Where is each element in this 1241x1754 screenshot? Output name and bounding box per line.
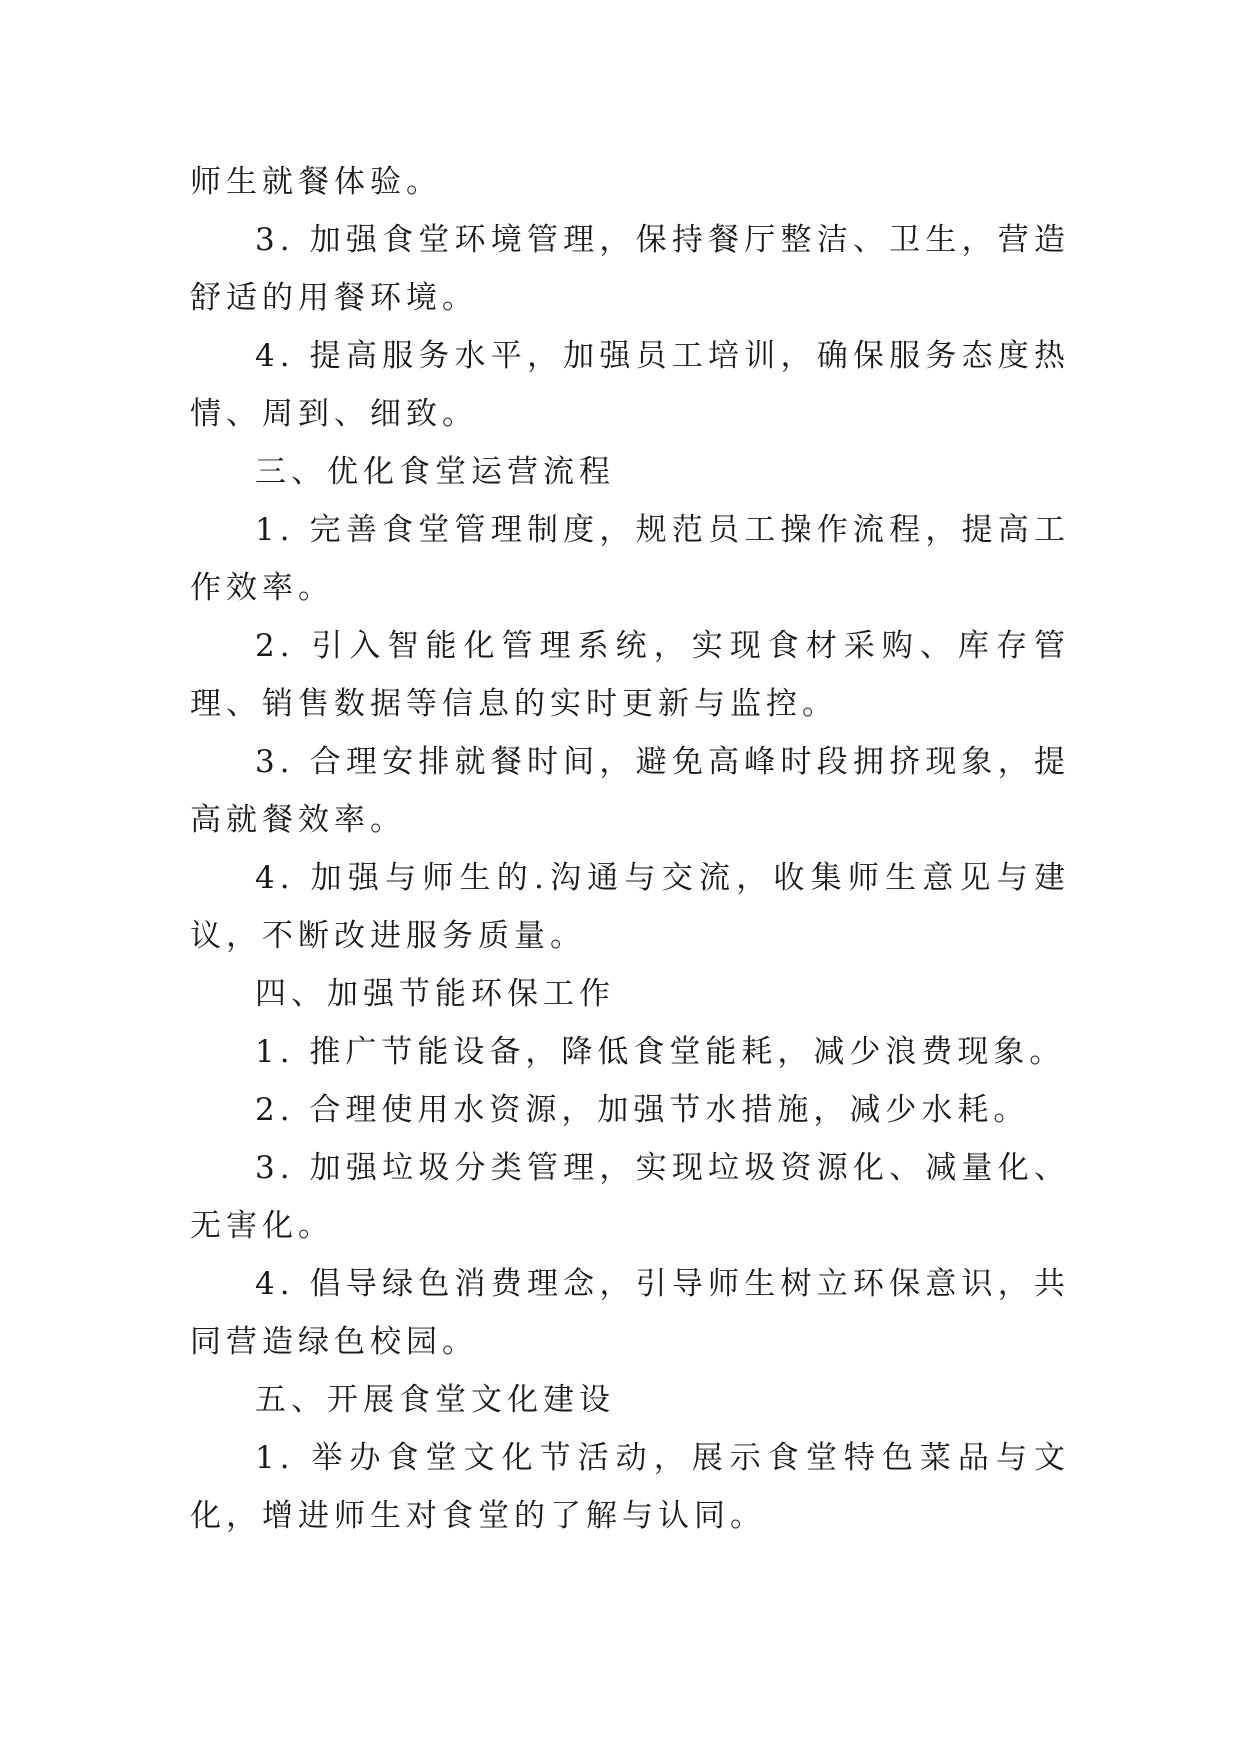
section-heading: 五、开展食堂文化建设 <box>255 1382 615 1418</box>
section-heading: 三、优化食堂运营流程 <box>255 454 615 490</box>
paragraph: 4. 提高服务水平，加强员工培训，确保服务态度热情、周到、细致。 <box>190 338 1070 432</box>
paragraph: 3. 加强垃圾分类管理，实现垃圾资源化、减量化、无害化。 <box>190 1150 1070 1244</box>
paragraph: 1. 举办食堂文化节活动，展示食堂特色菜品与文化，增进师生对食堂的了解与认同。 <box>190 1440 1070 1534</box>
document-page <box>190 153 1070 1545</box>
paragraph: 1. 推广节能设备，降低食堂能耗，减少浪费现象。 <box>255 1034 1066 1070</box>
paragraph: 3. 合理安排就餐时间，避免高峰时段拥挤现象，提高就餐效率。 <box>190 744 1070 838</box>
paragraph: 1. 完善食堂管理制度，规范员工操作流程，提高工作效率。 <box>190 512 1070 606</box>
paragraph: 师生就餐体验。 <box>190 164 442 200</box>
paragraph: 4. 加强与师生的.沟通与交流，收集师生意见与建议，不断改进服务质量。 <box>190 860 1070 954</box>
section-heading: 四、加强节能环保工作 <box>255 976 615 1012</box>
paragraph: 2. 引入智能化管理系统，实现食材采购、库存管理、销售数据等信息的实时更新与监控。 <box>190 628 1070 722</box>
paragraph: 2. 合理使用水资源，加强节水措施，减少水耗。 <box>255 1092 1030 1128</box>
paragraph: 4. 倡导绿色消费理念，引导师生树立环保意识，共同营造绿色校园。 <box>190 1266 1070 1360</box>
paragraph: 3. 加强食堂环境管理，保持餐厅整洁、卫生，营造舒适的用餐环境。 <box>190 222 1070 316</box>
